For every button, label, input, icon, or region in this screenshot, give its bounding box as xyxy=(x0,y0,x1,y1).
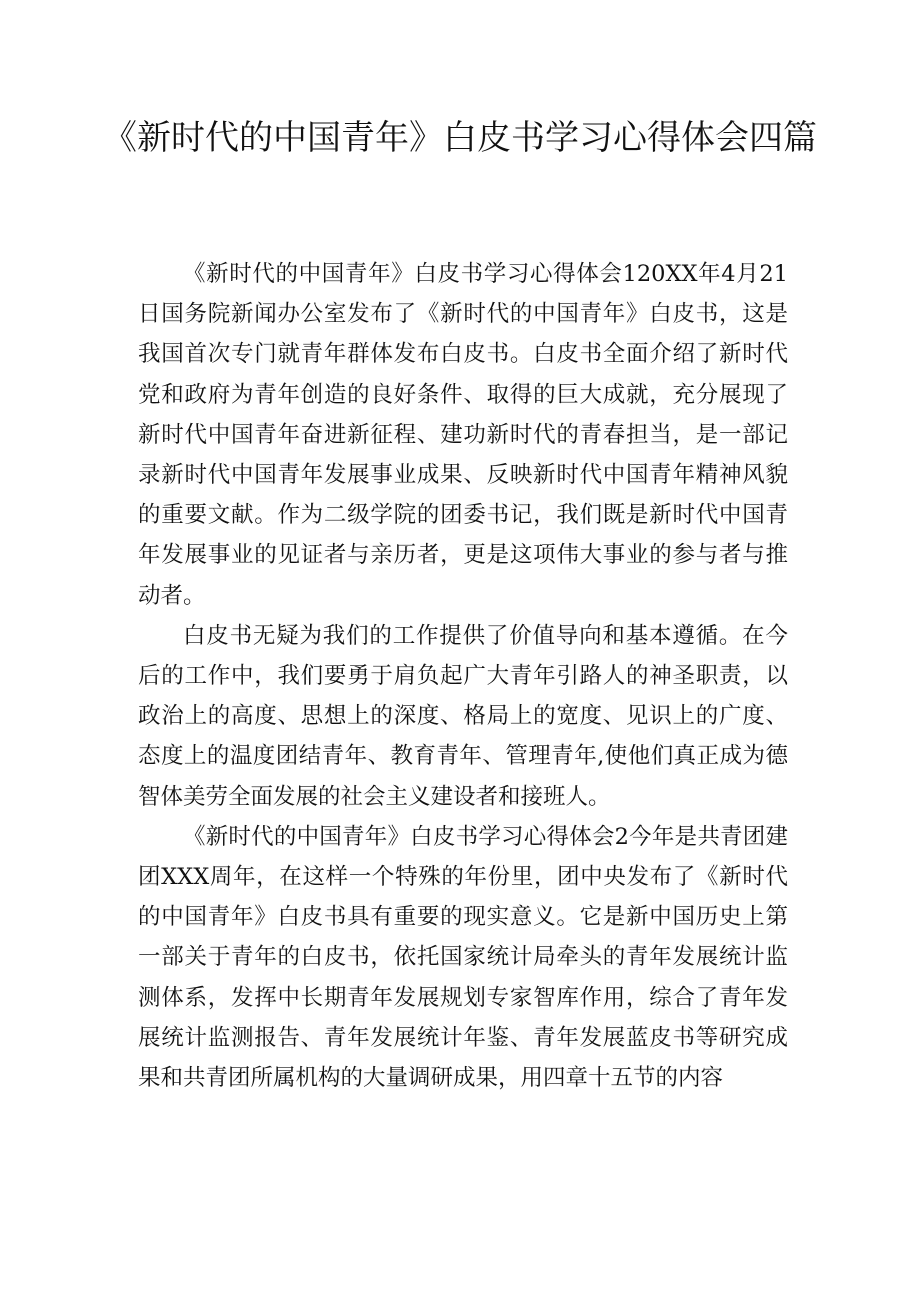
document-body xyxy=(138,254,788,1098)
document-title: 《新时代的中国青年》白皮书学习心得体会四篇 xyxy=(103,118,817,158)
paragraph-1: 《新时代的中国青年》白皮书学习心得体会120XX年4月21日国务院新闻办公室发布了《新时代的中国青年》白皮书，这是我国首次专门就青年群体发布白皮书。白皮书全面介绍了新时代党和政府为青年创造的良好条件、取得的巨大成就，充分展现了新时代中国青年奋进新征程、建功新时代的青春担当，是一部记录新时代中国青年发展事业成果、反映新时代中国青年精神风貌的重要文献。作为二级学院的团委书记，我们既是新时代中国青年发展事业的见证者与亲历者，更是这项伟大事业的参与者与推动者。 xyxy=(138,261,788,609)
paragraph-2: 白皮书无疑为我们的工作提供了价值导向和基本遵循。在今后的工作中，我们要勇于肩负起广大青年引路人的神圣职责，以政治上的高度、思想上的深度、格局上的宽度、见识上的广度、态度上的温度团结青年、教育青年、管理青年,使他们真正成为德智体美劳全面发展的社会主义建设者和接班人。 xyxy=(138,622,788,810)
paragraph-3: 《新时代的中国青年》白皮书学习心得体会2今年是共青团建团XXX周年，在这样一个特殊的年份里，团中央发布了《新时代的中国青年》白皮书具有重要的现实意义。它是新中国历史上第一部关于青年的白皮书，依托国家统计局牵头的青年发展统计监测体系，发挥中长期青年发展规划专家智库作用，综合了青年发展统计监测报告、青年发展统计年鉴、青年发展蓝皮书等研究成果和共青团所属机构的大量调研成果，用四章十五节的内容 xyxy=(138,823,788,1092)
